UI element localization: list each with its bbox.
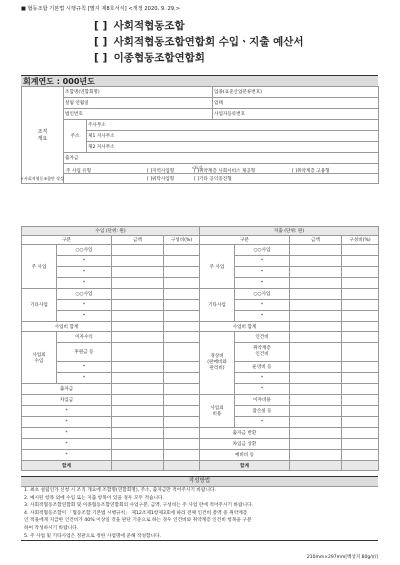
address-label: 주소 (64, 120, 87, 153)
title-row-2 (94, 34, 304, 50)
form-header-note: ■ 협동조합 기본법 시행규칙 [별지 제8호서식] <개정 2020. 9. 29.> (21, 6, 181, 12)
side-note: ＊사회적협동조합만 작성 (20, 176, 64, 181)
amount-cell[interactable] (112, 384, 164, 395)
amount-cell[interactable] (290, 245, 342, 256)
branch1-field[interactable]: 제1 지사무소 (87, 131, 379, 142)
instructions-title: 작성방법 (21, 477, 378, 487)
star-row[interactable]: * (57, 256, 112, 267)
option-consignment[interactable]: [ ]위탁사업형 (147, 177, 175, 182)
ratio-cell[interactable] (164, 267, 200, 278)
industry-field[interactable]: 업종(표준산업분류번호) (213, 87, 379, 98)
main-business-row (64, 164, 379, 174)
checked-note: √표기 (192, 165, 203, 170)
expense-col-amount: 금액 (290, 236, 342, 245)
amount-cell[interactable] (290, 332, 342, 343)
fiscal-year-bar: 회계연도 : 000년도 (21, 75, 378, 86)
corp-no-field[interactable]: 법인번호 (64, 109, 213, 120)
option-public-benefit[interactable]: [ ]기타 공익증진형 (194, 177, 232, 182)
title-text: 이종협동조합연합회 (113, 52, 205, 64)
ratio-cell[interactable] (164, 362, 200, 373)
amount-cell[interactable] (290, 362, 342, 373)
ratio-cell[interactable] (164, 439, 200, 450)
ratio-cell[interactable] (164, 406, 200, 417)
vulnerable-labor-cost[interactable]: 취약계층 인건비 (235, 343, 290, 362)
amount-cell[interactable] (112, 332, 164, 343)
checkbox-bracket[interactable]: [ ] (94, 52, 108, 64)
amount-cell[interactable] (290, 256, 342, 267)
ratio-cell[interactable] (342, 395, 379, 406)
ratio-cell[interactable] (164, 311, 200, 322)
star-row[interactable]: * (57, 267, 112, 278)
star-row[interactable]: * (235, 311, 290, 322)
ratio-cell[interactable] (164, 278, 200, 289)
amount-cell[interactable] (290, 343, 342, 362)
ratio-cell[interactable] (164, 322, 200, 332)
amount-cell[interactable] (112, 278, 164, 289)
ratio-cell[interactable] (164, 395, 200, 406)
operating-cost[interactable]: 운영비 등 (235, 362, 290, 373)
ratio-cell[interactable] (164, 450, 200, 461)
star-row[interactable]: * (235, 300, 290, 311)
amount-cell[interactable] (290, 428, 342, 439)
labor-cost[interactable]: 인건비 (235, 332, 290, 343)
star-row[interactable]: * (235, 417, 290, 428)
investment-income[interactable]: 출자금 (22, 384, 112, 395)
misc-loss[interactable]: 잡손실 등 (235, 406, 290, 417)
ratio-cell[interactable] (342, 322, 379, 332)
amount-cell[interactable] (112, 245, 164, 256)
branch2-field[interactable]: 제2 지사무소 (87, 142, 379, 153)
ratio-cell[interactable] (342, 332, 379, 343)
ratio-cell[interactable] (164, 245, 200, 256)
main-business-label: 주 사업 유형 (66, 169, 92, 174)
amount-cell[interactable] (112, 311, 164, 322)
org-section-label: 조직 개요 (22, 87, 64, 184)
amount-cell[interactable] (112, 461, 164, 471)
overhead-label: 경상비 (판매비와 관리비) (200, 332, 235, 395)
ratio-cell[interactable] (164, 332, 200, 343)
business-field[interactable]: 업태 (213, 98, 379, 109)
star-row[interactable]: * (235, 373, 290, 384)
ratio-cell[interactable] (342, 278, 379, 289)
instruction-item: 하여 작성하시기 바랍니다. (24, 525, 79, 531)
star-row[interactable]: * (57, 362, 112, 373)
instruction-item: 5. 주 사업 및 기타사업은 정관으로 정한 사업명에 준해 작성합니다. (24, 533, 162, 539)
ratio-cell[interactable] (342, 245, 379, 256)
ratio-cell[interactable] (164, 289, 200, 300)
instructions-box (21, 476, 378, 541)
amount-cell[interactable] (112, 439, 164, 450)
ratio-cell[interactable] (342, 267, 379, 278)
ratio-cell[interactable] (342, 384, 379, 395)
amount-cell[interactable] (112, 343, 164, 362)
income-oo-project[interactable]: ○○사업 (57, 245, 112, 256)
income-col-amount: 금액 (112, 236, 164, 245)
ratio-cell[interactable] (342, 362, 379, 373)
interest-income[interactable]: 이자수익 (57, 332, 112, 343)
instruction-item: 인 적용에게 지급한 인건비가 40% 이상일 것을 판단 기준으로 하는 경우 인건비와 취약계층 인건비 항목을 구분 (24, 518, 252, 524)
star-row[interactable]: * (22, 417, 112, 428)
amount-cell[interactable] (290, 384, 342, 395)
org-overview-table (21, 86, 379, 184)
amount-cell[interactable] (290, 278, 342, 289)
ratio-cell[interactable] (342, 450, 379, 461)
star-row[interactable]: * (235, 278, 290, 289)
ratio-cell[interactable] (164, 256, 200, 267)
income-main-biz-label: 주 사업 (22, 245, 57, 289)
ratio-cell[interactable] (342, 417, 379, 428)
non-biz-income-label: 사업외 수입 (22, 332, 57, 384)
expense-col-category: 구분 (200, 236, 290, 245)
amount-cell[interactable] (112, 373, 164, 384)
expense-subtotal-label: 사업비 합계 (200, 322, 290, 332)
income-col-category: 구분 (22, 236, 112, 245)
instruction-item: 3. 사회적협동조합연합회 및 이종협동조합연합회의 사업구분, 금액, 구성비는 주 사업 란에 적어주시기 바랍니다. (24, 503, 254, 509)
ratio-cell[interactable] (164, 343, 200, 362)
amount-cell[interactable] (290, 300, 342, 311)
investment-refund[interactable]: 출자금 반환 (200, 428, 290, 439)
instruction-item: 1. 최초 설립인가 신청 시 조직 개요에 조합명(연합회명), 주소, 출자금만 적어주시기 바랍니다. (24, 488, 217, 493)
ratio-cell[interactable] (164, 461, 200, 471)
star-row[interactable]: * (57, 300, 112, 311)
amount-cell[interactable] (290, 406, 342, 417)
amount-cell[interactable] (112, 362, 164, 373)
ratio-cell[interactable] (342, 256, 379, 267)
option-regional[interactable]: [ ]지역사업형 (147, 169, 175, 174)
expense-oo-project[interactable]: ○○사업 (235, 289, 290, 300)
amount-cell[interactable] (112, 417, 164, 428)
amount-cell[interactable] (290, 439, 342, 450)
sponsorship[interactable]: 후원금 등 (57, 343, 112, 362)
name-field[interactable]: 조합명(연합회명) (64, 87, 213, 98)
amount-cell[interactable] (112, 428, 164, 439)
borrowing-income[interactable]: 차입금 (22, 395, 112, 406)
amount-cell[interactable] (112, 256, 164, 267)
amount-cell[interactable] (290, 267, 342, 278)
amount-cell[interactable] (112, 289, 164, 300)
amount-cell[interactable] (112, 267, 164, 278)
amount-cell[interactable] (290, 395, 342, 406)
amount-cell[interactable] (290, 322, 342, 332)
ratio-cell[interactable] (164, 373, 200, 384)
ratio-cell[interactable] (342, 428, 379, 439)
loan-repayment[interactable]: 차입금 상환 (200, 439, 290, 450)
star-row[interactable]: * (22, 406, 112, 417)
title-text: 사회적협동조합 (113, 20, 185, 32)
expense-header: 지출 (단위: 원) (200, 227, 379, 236)
founded-field[interactable]: 설립 연월일 (64, 98, 213, 109)
star-row[interactable]: * (22, 428, 112, 439)
checkbox-bracket[interactable]: [ ] (94, 20, 108, 32)
amount-cell[interactable] (112, 450, 164, 461)
income-subtotal-label: 사업비 합계 (22, 322, 112, 332)
investment-field[interactable]: 출자금 (64, 153, 379, 164)
star-row[interactable]: * (22, 450, 112, 461)
main-business-row-2 (20, 174, 379, 184)
instruction-item: 2. 예시된 항목 외에 수입 또는 지출 항목이 있을 경우 모두 적습니다. (24, 495, 165, 501)
star-row[interactable]: * (235, 384, 290, 395)
expense-main-biz-label: 주 사업 (200, 245, 235, 289)
ratio-cell[interactable] (164, 428, 200, 439)
star-row[interactable]: * (22, 439, 112, 450)
option-social-service[interactable]: [ ]취약계층 사회서비스 제공형 (194, 169, 256, 174)
title-text: 사회적협동조합연합회 수입ㆍ지출 예산서 (113, 36, 304, 48)
income-other-biz-label: 기타사업 (22, 289, 57, 322)
star-row[interactable]: * (57, 311, 112, 322)
title-row-3 (94, 50, 304, 66)
income-header: 수입 (단위: 원) (22, 227, 200, 236)
checkbox-bracket[interactable]: [ ] (94, 36, 108, 48)
reserve-fund[interactable]: 예비비 등 (200, 450, 290, 461)
star-row[interactable]: * (57, 278, 112, 289)
ratio-cell[interactable] (342, 289, 379, 300)
star-row[interactable]: * (57, 373, 112, 384)
amount-cell[interactable] (290, 373, 342, 384)
star-row[interactable]: * (235, 256, 290, 267)
ratio-cell[interactable] (342, 439, 379, 450)
instruction-item: 4. 사회적협동조합이 「협동조합 기본법 시행규칙」 제12조제1항제3호에 따라 전체 인건비 총액 중 취약계층 (24, 510, 248, 516)
ratio-cell[interactable] (164, 300, 200, 311)
non-biz-cost-label: 사업외 비용 (200, 395, 235, 428)
amount-cell[interactable] (290, 289, 342, 300)
title-row-1 (94, 18, 304, 34)
expense-other-biz-label: 기타사업 (200, 289, 235, 322)
ratio-cell[interactable] (342, 311, 379, 322)
interest-cost[interactable]: 이자비용 (235, 395, 290, 406)
expense-col-ratio: 구성비(%) (342, 236, 379, 245)
amount-cell[interactable] (290, 311, 342, 322)
expense-oo-project[interactable]: ○○사업 (235, 245, 290, 256)
amount-cell[interactable] (112, 300, 164, 311)
income-total-label: 합계 (22, 461, 112, 471)
ratio-cell[interactable] (342, 343, 379, 362)
form-title-block (94, 18, 304, 66)
amount-cell[interactable] (290, 450, 342, 461)
amount-cell[interactable] (290, 417, 342, 428)
budget-table (21, 226, 379, 471)
amount-cell[interactable] (112, 322, 164, 332)
amount-cell[interactable] (112, 406, 164, 417)
star-row[interactable]: * (235, 267, 290, 278)
ratio-cell[interactable] (342, 461, 379, 471)
biz-reg-field[interactable]: 사업자등록번호 (213, 109, 379, 120)
expense-total-label: 합계 (200, 461, 290, 471)
ratio-cell[interactable] (164, 384, 200, 395)
main-office-field[interactable]: 주사무소 (87, 120, 379, 131)
ratio-cell[interactable] (342, 373, 379, 384)
paper-size-footer: 210mm×297mm[백상지 80g/㎡] (306, 555, 378, 560)
ratio-cell[interactable] (164, 417, 200, 428)
ratio-cell[interactable] (342, 300, 379, 311)
ratio-cell[interactable] (342, 406, 379, 417)
option-employment[interactable]: [ ]취약계층 고용형 (292, 169, 330, 174)
income-col-ratio: 구성비(%) (164, 236, 200, 245)
amount-cell[interactable] (112, 395, 164, 406)
amount-cell[interactable] (290, 461, 342, 471)
income-oo-project[interactable]: ○○사업 (57, 289, 112, 300)
